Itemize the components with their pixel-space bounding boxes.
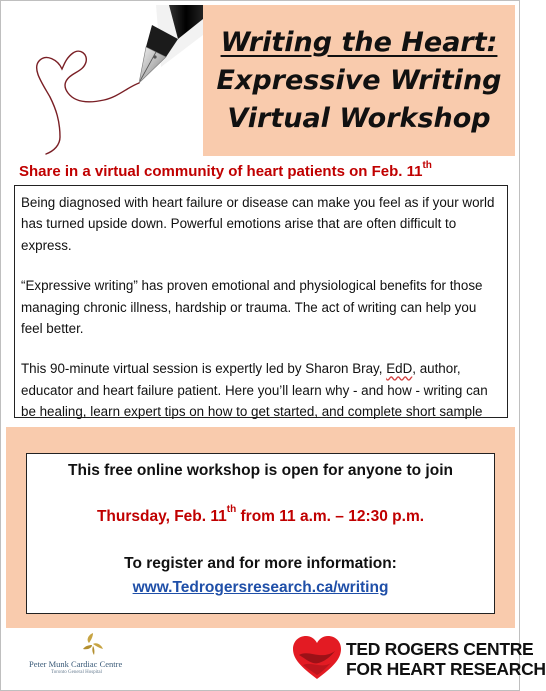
degree-abbreviation: EdD [386,361,413,377]
ted-rogers-line-1: TED ROGERS CENTRE [346,639,534,659]
subtitle-text: Share in a virtual community of heart patients on Feb. 11 [19,163,423,180]
date-prefix: Thursday, Feb. 11 [96,508,227,525]
header [6,5,515,156]
subtitle [19,160,432,180]
pen-drawing-heart-icon [6,5,203,156]
paragraph-3-after: , author, educator and heart failure patient. Here you’ll learn why - and how - writing can be healing, learn expert tips on how to get started, and complete short sample [21,361,488,420]
event-date-time [27,504,494,526]
title-box [203,5,515,156]
peter-munk-name: Peter Munk Cardiac Centre [29,659,123,669]
heart-logo-icon [291,635,343,681]
subtitle-superscript: th [422,160,432,171]
description-paragraph-2: “Expressive writing” has proven emotional and physiological benefits for those managing chronic illness, hardship or trauma. The act of writing can help you feel better. [21,278,483,337]
description-paragraph-1: Being diagnosed with heart failure or disease can make you feel as if your world has turned upside down. Powerful emotions arise that are often difficult to express. [21,195,495,253]
ted-rogers-logo [291,635,546,683]
peter-munk-emblem-icon [79,631,107,657]
ted-rogers-line-2: FOR HEART RESEARCH [346,659,546,679]
register-link[interactable]: www.Tedrogersresearch.ca/writing [132,579,389,596]
peter-munk-subtitle: Toronto General Hospital [51,670,103,675]
peter-munk-logo [29,631,159,686]
title-line-3: Virtual Workshop [227,102,491,134]
info-box [26,453,495,614]
paragraph-3-before: This 90-minute virtual session is expertly led by Sharon Bray, [21,361,387,377]
date-suffix: from 11 a.m. – 12:30 p.m. [236,508,425,525]
title-line-1: Writing the Heart: [220,26,498,58]
open-to-all-text: This free online workshop is open for anyone to join [68,462,453,479]
register-text: To register and for more information: [124,555,397,572]
title-line-2: Expressive Writing [216,64,502,96]
description-box [14,185,508,418]
date-superscript: th [226,504,237,515]
